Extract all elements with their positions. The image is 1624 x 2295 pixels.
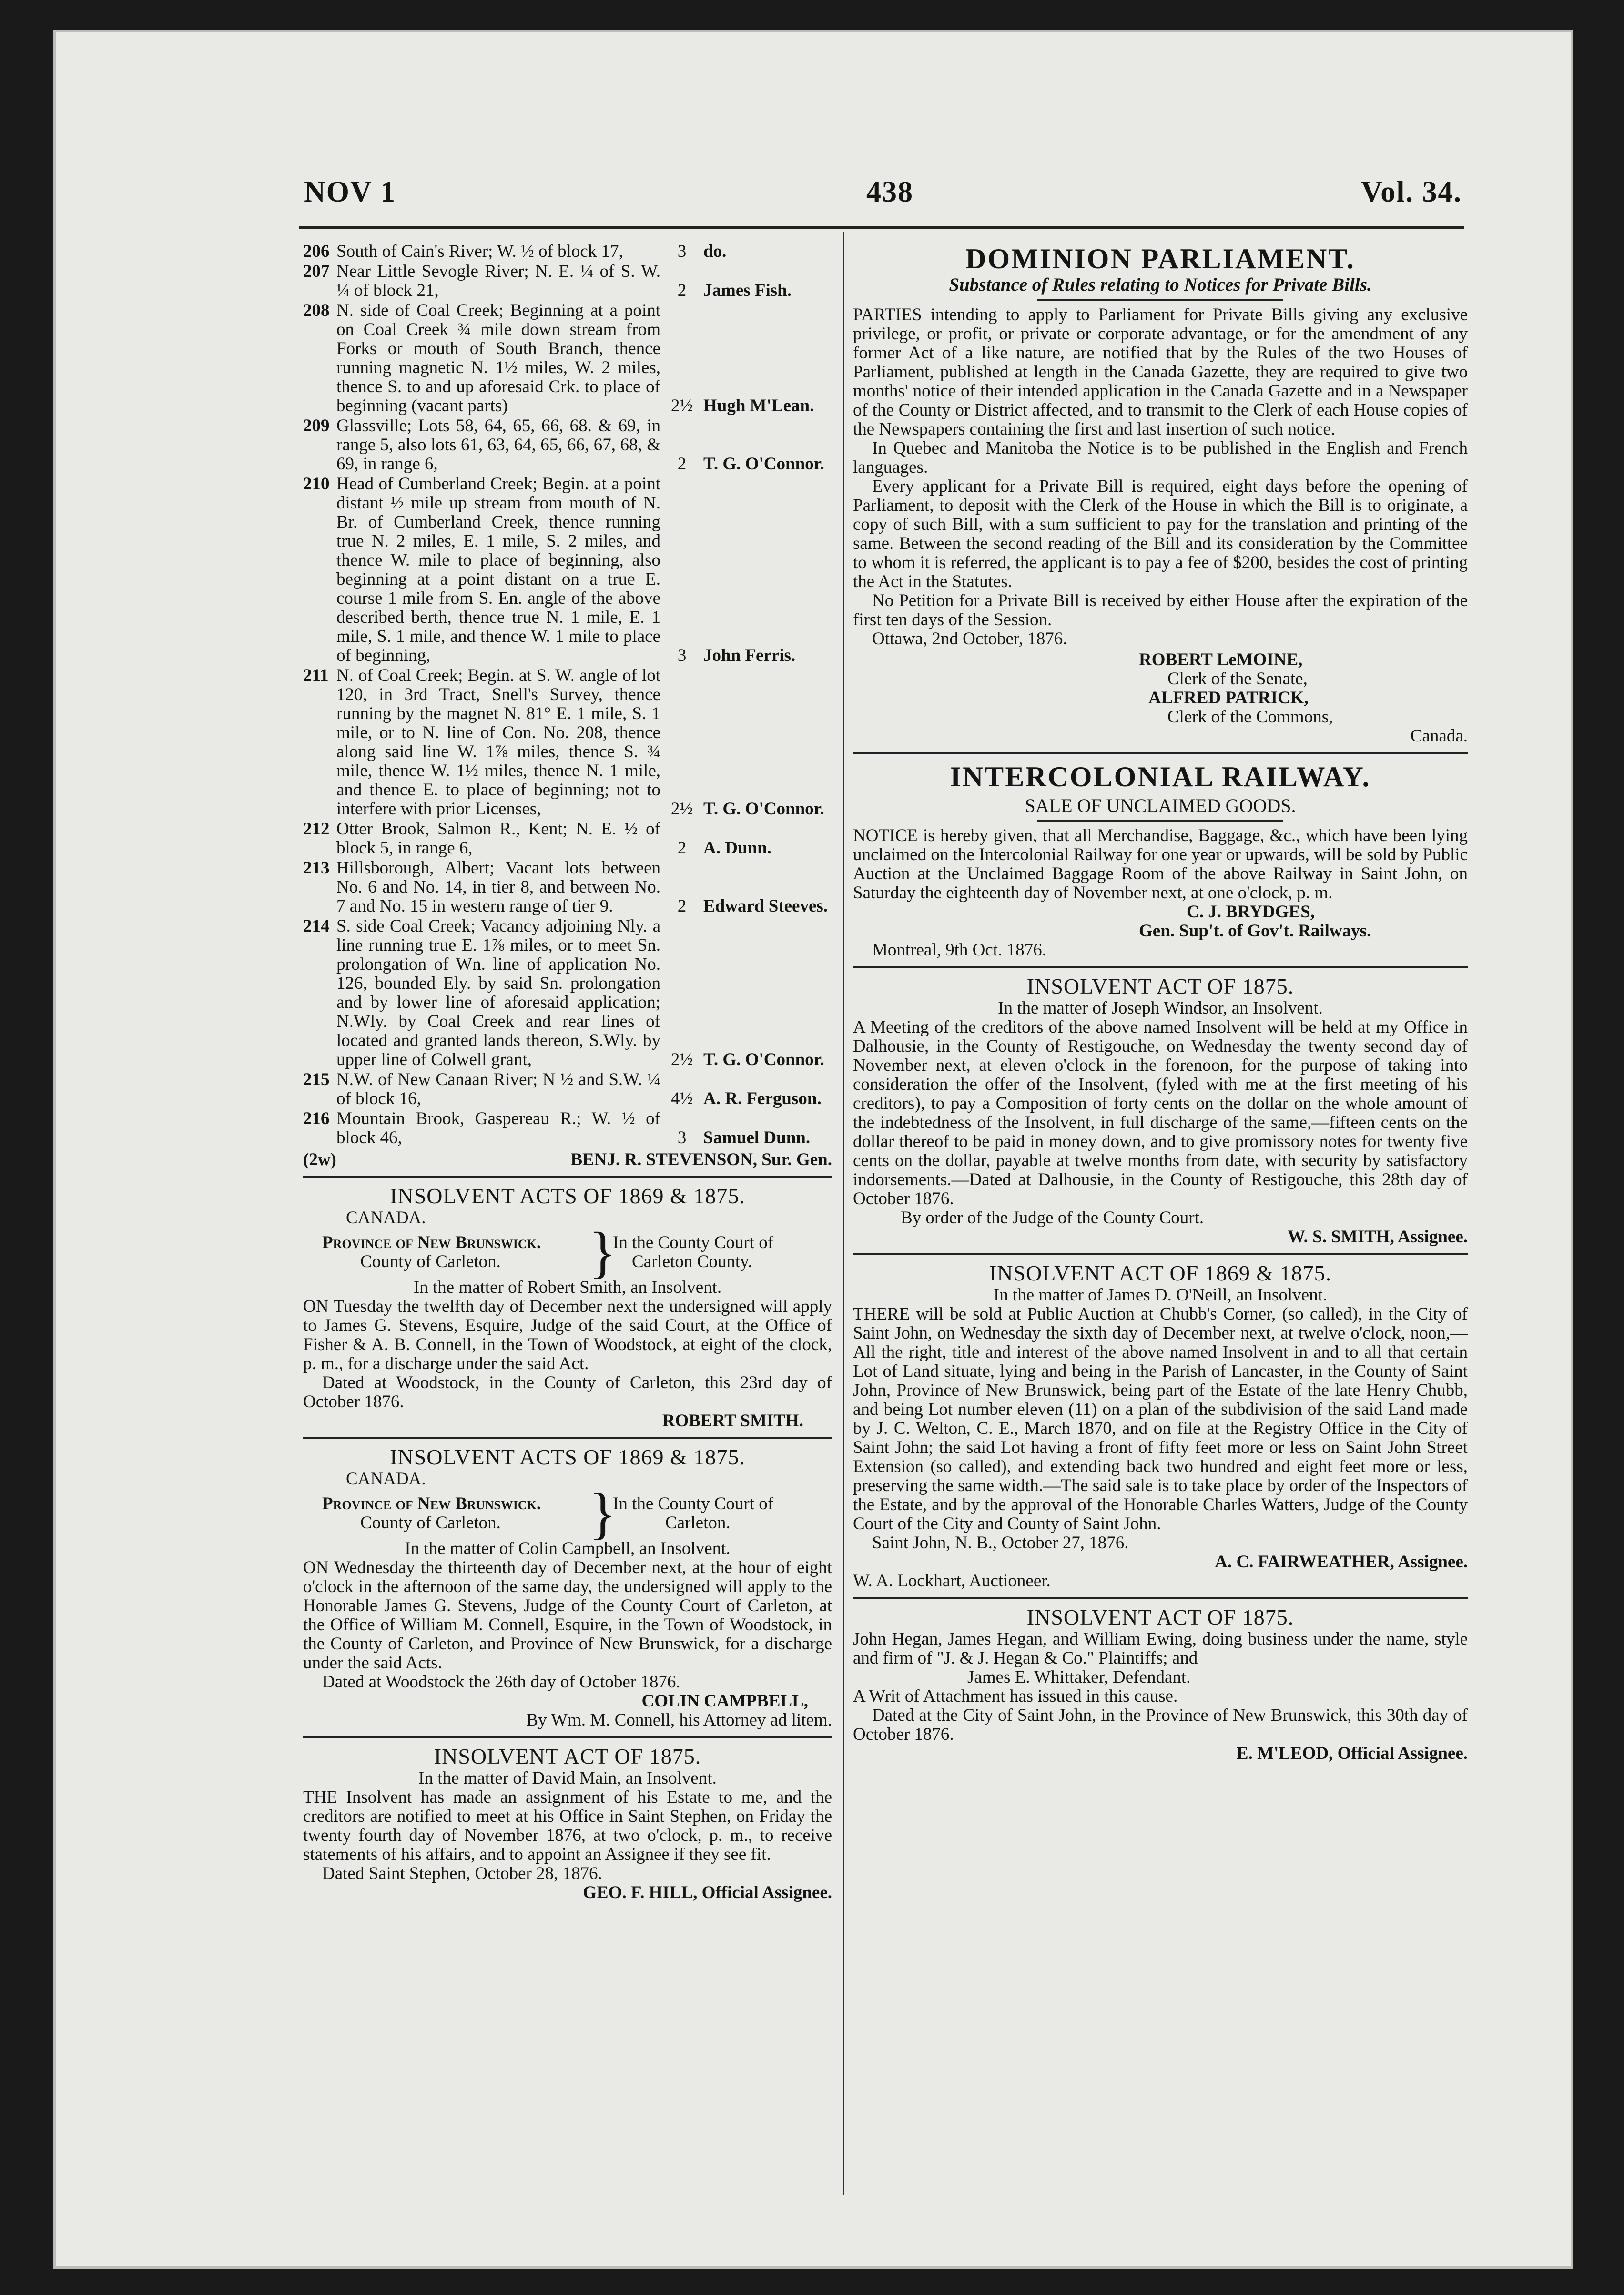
paragraph: PARTIES intending to apply to Parliament for Private Bills giving any exclusive privilege, or profit, or private or corporate advantage, or for the amendment of any former Act of a like nature, are notified that by the Rules of the two Houses of Parliament, published at length in the Canada Gazette, they are required to give two months' notice of their intended application in the Canada Gazette and in a Newspaper of the County or District affected, and to transmit to the Clerk of each House copies of the Newspapers containing the first and last insertion of such notice. <box>853 305 1468 439</box>
paragraph: In Quebec and Manitoba the Notice is to be published in the English and French languages. <box>853 438 1468 477</box>
section-rule <box>853 966 1468 968</box>
notice-body: THERE will be sold at Public Auction at Chubb's Corner, (so called), in the City of Saint John, on Wednesday the sixth day of December next, at twelve o'clock, noon,—All the right, title and interest of the above named Insolvent in and to all that certain Lot of Land situate, lying and being in the Parish of Lancaster, in the County of Saint John, Province of New Brunswick, being part of the Estate of the late Henry Chubb, and being Lot number eleven (11) on a plan of the subdivision of the said Land made by J. C. Welton, C. E., March 1870, and on file at the Registry Office in the City of Saint John; the said Lot having a front of fifty feet more or less on Saint John Street Extension (so called), and extending back two hundred and eight feet more or less, preserving the same width.—The said sale is to take place by order of the Inspectors of the Estate, and by the approval of the Honorable Charles Watters, Judge of the County Court of the City and County of Saint John. <box>853 1304 1468 1533</box>
entry-acres: 3 <box>677 242 687 261</box>
entry-applicant: T. G. O'Connor. <box>703 799 824 819</box>
parties-line: John Hegan, James Hegan, and William Ewing, doing business under the name, style and firm of "J. & J. Hegan & Co." Plaintiffs; and <box>853 1629 1468 1668</box>
notice-dated: Dated Saint Stephen, October 28, 1876. <box>322 1864 602 1883</box>
notice-body: THE Insolvent has made an assignment of his Estate to me, and the creditors are notified to meet at his Office in Saint Stephen, on Friday the twenty fourth day of November 1876, at two o'clock, p. m., to receive statements of his affairs, and to appoint an Assignee if they see fit. <box>303 1787 832 1864</box>
writ-line: A Writ of Attachment has issued in this cause. <box>853 1686 1178 1706</box>
land-table-footer <box>303 1150 832 1169</box>
notice-body: ON Tuesday the twelfth day of December next the undersigned will apply to James G. Stevens, Esquire, Judge of the said Court, at the Office of Fisher & A. B. Connell, in the Town of Woodstock, at eight of the clock, p. m., for a discharge under the said Act. <box>303 1297 832 1373</box>
notice-signature: E. M'LEOD, Official Assignee. <box>1236 1744 1468 1763</box>
issue-date: NOV 1 <box>304 176 396 208</box>
matter-line: In the matter of David Main, an Insolvent. <box>418 1768 717 1788</box>
matter-line: In the matter of Robert Smith, an Insolvent. <box>413 1278 722 1297</box>
signatory-title: Clerk of the Commons, <box>1167 707 1333 727</box>
notice-signature: A. C. FAIRWEATHER, Assignee. <box>1215 1552 1468 1572</box>
land-entry-row <box>303 666 832 819</box>
court-county: Carleton County. <box>632 1252 752 1271</box>
volume-number: Vol. 34. <box>1361 176 1462 208</box>
entry-applicant: Hugh M'Lean. <box>703 396 814 416</box>
entry-applicant: Edward Steeves. <box>703 896 828 916</box>
land-entry-row <box>303 242 832 261</box>
notice-signature: ROBERT SMITH. <box>662 1411 803 1431</box>
signatory: C. J. BRYDGES, <box>1187 902 1315 922</box>
notice-james-oneill <box>853 1261 1468 1591</box>
dated-line: Saint John, N. B., October 27, 1876. <box>872 1533 1129 1553</box>
entry-applicant: do. <box>703 242 727 261</box>
entry-acres: 2 <box>677 454 687 474</box>
county-label: County of Carleton. <box>360 1252 501 1271</box>
signatory: ROBERT LeMOINE, <box>1139 650 1303 670</box>
entry-description: N. of Coal Creek; Begin. at S. W. angle of lot 120, in 3rd Tract, Snell's Survey, thence running by the magnet N. 81° E. 1 mile, S. 1 mile, or to N. line of Con. No. 208, thence along said line W. 1⅞ miles, thence S. ¾ mile, thence W. 1½ miles, thence N. 1 mile, and thence E. to place of beginning; not to interfere with prior Licenses, <box>336 666 660 819</box>
land-entry-row <box>303 416 832 474</box>
entry-acres: 2 <box>677 281 687 300</box>
page-header <box>299 161 1462 218</box>
notice-colin-campbell <box>303 1445 832 1730</box>
matter-line: In the matter of James D. O'Neill, an Insolvent. <box>993 1285 1328 1305</box>
entry-number: 208 <box>303 301 330 320</box>
entry-description: Otter Brook, Salmon R., Kent; N. E. ½ of block 5, in range 6, <box>336 819 660 858</box>
column-divider <box>842 232 844 2195</box>
entry-number: 210 <box>303 474 330 494</box>
entry-description: South of Cain's River; W. ½ of block 17, <box>336 242 623 261</box>
entry-applicant: T. G. O'Connor. <box>703 454 824 474</box>
section-rule <box>303 1736 832 1738</box>
section-rule <box>303 1437 832 1439</box>
entry-applicant: James Fish. <box>703 281 792 300</box>
entry-description: Near Little Sevogle River; N. E. ¼ of S. W. ¼ of block 21, <box>336 262 660 300</box>
province-label: Province of New Brunswick. <box>322 1233 541 1252</box>
notice-dated: Dated at Woodstock the 26th day of October 1876. <box>322 1672 680 1692</box>
short-rule <box>1037 820 1283 822</box>
notice-body: ON Wednesday the thirteenth day of December next, at the hour of eight o'clock in the afternoon of the same day, the undersigned will apply to the Honorable James G. Stevens, Judge of the County Court of Carleton, at the Office of William M. Connell, Esquire, in the Town of Woodstock, in the County of Carleton, and Province of New Brunswick, for a discharge under the said Acts. <box>303 1558 832 1673</box>
left-column <box>303 242 832 1902</box>
entry-number: 212 <box>303 819 330 839</box>
country-label: CANADA. <box>346 1469 426 1489</box>
notice-title: INSOLVENT ACTS OF 1869 & 1875. <box>390 1445 745 1469</box>
notice-title: INSOLVENT ACT OF 1875. <box>1026 1605 1294 1629</box>
notice-title: INSOLVENT ACT OF 1875. <box>434 1744 701 1768</box>
entry-acres: 2 <box>677 838 687 858</box>
jurisdiction-block <box>303 1220 832 1284</box>
section-title: DOMINION PARLIAMENT. <box>965 243 1355 274</box>
section-title: INTERCOLONIAL RAILWAY. <box>950 761 1371 792</box>
country-label: CANADA. <box>346 1208 426 1228</box>
entry-number: 215 <box>303 1070 330 1089</box>
section-subtitle: Substance of Rules relating to Notices for Private Bills. <box>949 274 1372 295</box>
notice-signature: GEO. F. HILL, Official Assignee. <box>583 1883 832 1902</box>
land-entry-row <box>303 262 832 300</box>
entry-acres: 3 <box>677 646 687 665</box>
matter-line: In the matter of Joseph Windsor, an Insolvent. <box>998 998 1323 1018</box>
land-entry-row <box>303 859 832 916</box>
notice-body: NOTICE is hereby given, that all Merchandise, Baggage, &c., which have been lying unclaimed on the Intercolonial Railway for one year or upwards, will be sold by Public Auction at the Unclaimed Baggage Room of the above Railway in Saint John, on Saturday the eighteenth day of November next, at one o'clock, p. m. <box>853 826 1468 903</box>
matter-line: In the matter of Colin Campbell, an Insolvent. <box>405 1539 731 1558</box>
province-label: Province of New Brunswick. <box>322 1494 541 1513</box>
notice-signature: COLIN CAMPBELL, <box>641 1691 808 1711</box>
right-column <box>853 242 1468 1763</box>
section-rule <box>303 1176 832 1178</box>
entry-applicant: A. Dunn. <box>703 838 771 858</box>
land-entry-row <box>303 1070 832 1108</box>
attorney-line: By Wm. M. Connell, his Attorney ad litem. <box>526 1710 832 1730</box>
notice-hegan <box>853 1605 1468 1763</box>
intercolonial-railway-notice <box>853 760 1468 960</box>
entry-applicant: A. R. Ferguson. <box>703 1089 822 1108</box>
court-name: In the County Court of <box>613 1233 774 1252</box>
entry-applicant: Samuel Dunn. <box>703 1128 811 1148</box>
section-rule <box>853 1597 1468 1599</box>
entry-number: 213 <box>303 858 330 878</box>
entry-description: N. side of Coal Creek; Beginning at a point on Coal Creek ¾ mile down stream from Forks or mouth of South Branch, thence running magnetic N. 1½ miles, W. 2 miles, thence S. to and up aforesaid Crk. to place of beginning (vacant parts) <box>336 301 660 416</box>
entry-number: 211 <box>303 666 329 685</box>
land-entry-row <box>303 301 832 416</box>
court-county: Carleton. <box>665 1513 731 1533</box>
notice-signature: W. S. SMITH, Assignee. <box>1288 1227 1468 1247</box>
notice-dated: Dated at the City of Saint John, in the Province of New Brunswick, this 30th day of October 1876. <box>853 1706 1468 1744</box>
entry-acres: 3 <box>677 1128 687 1148</box>
section-rule <box>853 1253 1468 1255</box>
notice-title: INSOLVENT ACT OF 1875. <box>1026 974 1294 998</box>
entry-description: Hillsborough, Albert; Vacant lots between No. 6 and No. 14, in tier 8, and between No. 7 and No. 15 in western range of tier 9. <box>336 858 660 916</box>
order-line: By order of the Judge of the County Court. <box>901 1208 1204 1228</box>
entry-number: 216 <box>303 1109 330 1128</box>
entry-number: 209 <box>303 416 330 436</box>
entry-number: 206 <box>303 242 330 261</box>
entry-number: 207 <box>303 262 330 281</box>
section-rule <box>853 752 1468 754</box>
signatory-title: Gen. Sup't. of Gov't. Railways. <box>1139 921 1371 941</box>
land-entry-row <box>303 917 832 1069</box>
entry-acres: 4½ <box>670 1089 693 1108</box>
paragraph: No Petition for a Private Bill is received by either House after the expiration of the first ten days of the Session. <box>853 591 1468 630</box>
entry-number: 214 <box>303 916 330 936</box>
entry-acres: 2½ <box>670 1050 693 1069</box>
notice-joseph-windsor <box>853 974 1468 1247</box>
entry-applicant: T. G. O'Connor. <box>703 1050 824 1069</box>
notice-title: INSOLVENT ACTS OF 1869 & 1875. <box>390 1184 745 1208</box>
page-number: 438 <box>866 176 914 208</box>
entry-description: Head of Cumberland Creek; Begin. at a point distant ½ mile up stream from mouth of N. Br. of Cumberland Creek, thence running true N. 2 miles, E. 1 mile, S. 2 miles, and thence W. mile to place of beginning, also beginning at a point distant on a true E. course 1 mile from S. En. angle of the above described berth, thence true N. 1 mile, E. 1 mile, S. 1 mile, and thence W. 1 mile to place of beginning, <box>336 474 660 665</box>
entry-acres: 2½ <box>670 396 693 416</box>
entry-applicant: John Ferris. <box>703 646 796 665</box>
defendant-line: James E. Whittaker, Defendant. <box>967 1667 1191 1687</box>
notice-dated: Dated at Woodstock, in the County of Carleton, this 23rd day of October 1876. <box>303 1373 832 1412</box>
entry-description: Mountain Brook, Gaspereau R.; W. ½ of block 46, <box>336 1109 660 1148</box>
land-entry-row <box>303 1109 832 1148</box>
brace-glyph: } <box>589 1482 617 1545</box>
court-name: In the County Court of <box>613 1494 774 1513</box>
notice-david-main <box>303 1744 832 1902</box>
insertion-code: (2w) <box>303 1150 336 1169</box>
land-applications-table <box>303 242 832 1148</box>
entry-description: Glassville; Lots 58, 64, 65, 66, 68. & 69, in range 5, also lots 61, 63, 64, 65, 66, 67, 68, & 69, in range 6, <box>336 416 660 474</box>
jurisdiction-block <box>303 1482 832 1545</box>
signatory-title: Clerk of the Senate, <box>1167 669 1308 689</box>
newspaper-page <box>53 30 1573 2269</box>
entry-acres: 2½ <box>670 799 693 819</box>
surveyor-general-signature: BENJ. R. STEVENSON, Sur. Gen. <box>570 1150 832 1169</box>
dominion-parliament-notice <box>853 242 1468 746</box>
auctioneer-line: W. A. Lockhart, Auctioneer. <box>853 1571 1051 1591</box>
notice-body: A Meeting of the creditors of the above named Insolvent will be held at my Office in Dalhousie, in the County of Restigouche, on Wednesday the twenty second day of November next, at eleven o'clock in the forenoon, for the purpose of taking into consideration the offer of the Insolvent, (fyled with me at the first meeting of his creditors), to pay a Composition of forty cents on the dollar on the whole amount of the indebtedness of the Insolvent, in full discharge of the same,—fifteen cents on the dollar thereof to be paid in money down, and to give promissory notes for twenty five cents on the dollar, payable at twelve months from date, with security by satisfactory indorsements.—Dated at Dalhousie, in the County of Restigouche, this 28th day of October 1876. <box>853 1017 1468 1208</box>
dated-line: Montreal, 9th Oct. 1876. <box>872 940 1046 960</box>
signatory-country: Canada. <box>1410 726 1468 746</box>
dated-line: Ottawa, 2nd October, 1876. <box>872 629 1067 649</box>
short-rule <box>1037 299 1283 301</box>
paragraph: Every applicant for a Private Bill is required, eight days before the opening of Parliament, to deposit with the Clerk of the House in which the Bill is to originate, a copy of such Bill, with a sum sufficient to pay for the translation and printing of the same. Between the second reading of the Bill and its consideration by the Committee to whom it is referred, the applicant is to pay a fee of $200, besides the cost of printing the Act in the Statutes. <box>853 477 1468 591</box>
brace-glyph: } <box>589 1220 617 1284</box>
entry-description: N.W. of New Canaan River; N ½ and S.W. ¼ of block 16, <box>336 1070 660 1108</box>
entry-description: S. side Coal Creek; Vacancy adjoining Nly. a line running true E. 1⅞ miles, or to meet Sn. prolongation of Wn. line of application No. 126, bounded Ely. by said Sn. prolongation and by lower line of aforesaid application; N.Wly. by Coal Creek and rear lines of located and granted lands thereon, S.Wly. by upper line of Colwell grant, <box>336 916 660 1069</box>
header-rule <box>299 226 1464 229</box>
signatory: ALFRED PATRICK, <box>1148 688 1309 708</box>
land-entry-row <box>303 820 832 858</box>
notice-robert-smith <box>303 1184 832 1431</box>
county-label: County of Carleton. <box>360 1513 501 1533</box>
signature-block <box>853 650 1468 746</box>
entry-acres: 2 <box>677 896 687 916</box>
section-subtitle: SALE OF UNCLAIMED GOODS. <box>1025 795 1296 816</box>
notice-title: INSOLVENT ACT OF 1869 & 1875. <box>989 1261 1332 1285</box>
land-entry-row <box>303 475 832 665</box>
